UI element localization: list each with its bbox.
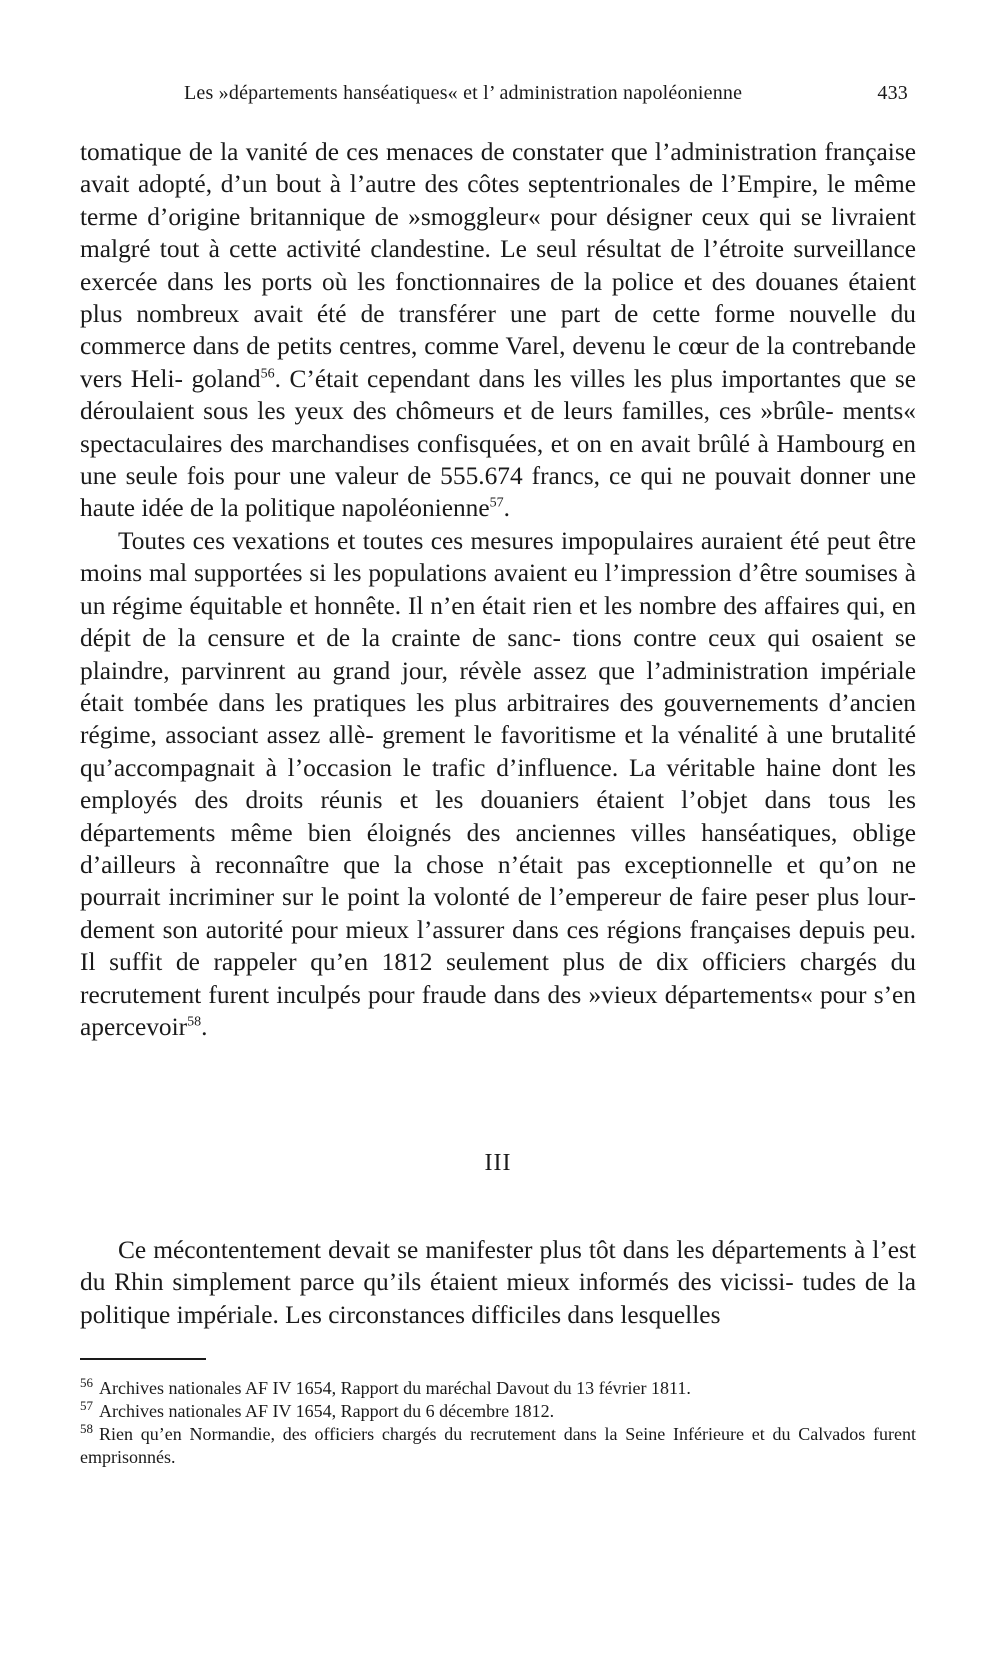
footnote-number: 57 xyxy=(80,1398,93,1413)
page-number: 433 xyxy=(877,82,908,104)
footnotes xyxy=(80,1377,916,1469)
paragraph-text: . C’était cependant dans les villes les plus importantes que se déroulaient sous les yeux des chômeurs et de leurs familles, ces »brûle- ments« spectaculaires des marchandises confisquées, et on en avait brûlé à Hambourg en une seule fois pour une valeur de 555.674 francs, ce qui ne pouvait donner une haute idée de la politique napoléonienne xyxy=(80,364,916,523)
footnote-reference: 56 xyxy=(260,366,275,382)
section-paragraph: Ce mécontentement devait se manifester plus tôt dans les départements à l’est du Rhin simplement parce qu’ils étaient mieux informés des vicissi- tudes de la politique impériale. Les circonstances difficiles dans lesquelles xyxy=(80,1236,916,1329)
paragraph-text: tomatique de la vanité de ces menaces de constater que l’administration française avait adopté, d’un bout à l’autre des côtes septentrionales de l’Empire, le même terme d’origine britannique de »smoggleur« pour désigner ceux qui se livraient malgré tout à cette activité clandestine. Le seul résultat de l’étroite surveillance exercée dans les ports où les fonctionnaires de la police et des douanes étaient plus nombreux avait été de transférer une part de cette forme nouvelle du commerce dans de petits centres, comme Varel, devenu le cœur de la contrebande vers Heli- goland xyxy=(80,138,916,393)
main-text xyxy=(80,136,916,1043)
footnote-reference: 57 xyxy=(489,496,504,511)
footnote-divider xyxy=(80,1358,206,1360)
book-page xyxy=(80,0,916,1655)
footnote xyxy=(80,1400,916,1423)
footnote-text: Archives nationales AF IV 1654, Rapport du maréchal Davout du 13 février 1811. xyxy=(99,1378,691,1398)
footnote-text: Archives nationales AF IV 1654, Rapport du 6 décembre 1812. xyxy=(99,1401,555,1421)
paragraph-text: . xyxy=(201,1012,208,1041)
running-title: Les »départements hanséatiques« et l’ administration napoléonienne xyxy=(184,82,743,104)
running-header xyxy=(184,82,916,112)
section-heading: III xyxy=(484,1150,512,1176)
footnote xyxy=(80,1423,916,1469)
footnote-number: 58 xyxy=(80,1421,93,1436)
footnote-reference: 58 xyxy=(187,1014,202,1030)
paragraph xyxy=(80,525,916,1044)
paragraph-text: Toutes ces vexations et toutes ces mesures impopulaires auraient été peut être moins mal supportées si les populations avaient eu l’impression d’être soumises à un régime équitable et honnête. Il n’en était rien et les nombre des affaires qui, en dépit de la censure et de la crainte de sanc- tions contre ceux qui osaient se plaindre, parvinrent au grand jour, révèle assez que l’administration impériale était tombée dans les pratiques les plus arbitraires des gouvernements d’ancien régime, associant assez allè- grement le favoritisme et la vénalité à une brutalité qu’accompagnait à l’occasion le trafic d’influence. La véritable haine dont les employés des droits réunis et les douaniers étaient l’objet dans tous les départements même bien éloignés des anciennes villes hanséatiques, oblige d’ailleurs à reconnaître que la chose n’était pas exceptionnelle et qu’on ne pourrait incriminer sur le point la volonté de l’empereur de faire peser plus lour- dement son autorité pour mieux l’assurer dans ces régions françaises depuis peu. Il suffit de rappeler qu’en 1812 seulement plus de dix officiers chargés du recrutement furent inculpés pour fraude dans des »vieux départements« pour s’en apercevoir xyxy=(80,526,916,1041)
footnote-text: Rien qu’en Normandie, des officiers chargés du recrutement dans la Seine Inférieure et du Calvados furent emprisonnés. xyxy=(80,1424,916,1467)
footnote-number: 56 xyxy=(80,1375,93,1390)
paragraph-text: . xyxy=(503,494,510,523)
paragraph-continued xyxy=(80,136,916,525)
footnote xyxy=(80,1377,916,1400)
